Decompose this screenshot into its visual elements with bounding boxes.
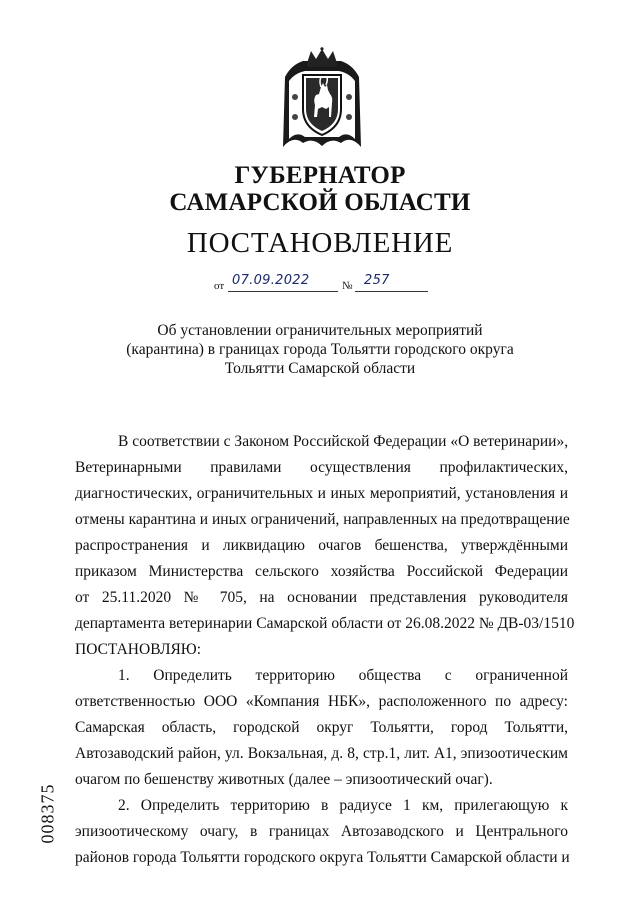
date-label: от [214,280,225,292]
coat-of-arms-emblem [281,47,363,150]
body-line: районов города Тольятти городского округа Тольятти Самарской области и [75,849,570,866]
body-line: департамента ветеринарии Самарской области от 26.08.2022 № ДВ-03/1510 [75,615,575,632]
subject-line: Об установлении ограничительных мероприятий [157,322,483,339]
body-line-resolve: ПОСТАНОВЛЯЮ: [75,641,202,658]
margin-serial-text: 008375 [37,783,58,844]
body-line: очагом по бешенству животных (далее – эпизоотический очаг). [75,771,493,788]
body-line: Автозаводский район, ул. Вокзальная, д. 8, стр.1, лит. А1, эпизоотическим [75,745,568,762]
body-line-item-1: 1. Определить территорию общества с ограниченной [118,667,568,684]
document-type-title: ПОСТАНОВЛЕНИЕ [186,227,454,259]
body-line: Самарская область, городской округ Тольятти, город Тольятти, [75,719,568,736]
date-underline [228,291,338,292]
governor-title: ГУБЕРНАТОР [234,162,406,189]
body-line: эпизоотическому очагу, в границах Автозаводского и Центрального [75,823,568,840]
body-line: В соответствии с Законом Российской Федерации «О ветеринарии», [118,433,569,450]
number-label: № [342,280,353,292]
number-underline [355,291,428,292]
body-line: от 25.11.2020 № 705, на основании представления руководителя [75,589,568,606]
handwritten-number: 257 [364,273,390,288]
body-line: приказом Министерства сельского хозяйства Российской Федерации [75,563,568,580]
subject-line: Тольятти Самарской области [224,360,416,377]
document-subject [0,321,640,378]
handwritten-date: 07.09.2022 [232,273,310,288]
margin-serial-number [33,765,63,865]
body-line: отмены карантина и иных ограничений, направленных на предотвращение [75,511,570,528]
date-number-line [212,275,432,295]
body-line-item-2: 2. Определить территорию в радиусе 1 км, прилегающую к [118,797,568,814]
subject-line: (карантина) в границах города Тольятти городского округа [126,341,514,358]
body-line: распространения и ликвидацию очагов бешенства, утверждёнными [75,537,568,554]
body-line: Ветеринарными правилами осуществления профилактических, [75,459,568,476]
body-line: ответственностью ООО «Компания НБК», расположенного по адресу: [75,693,568,710]
region-title: САМАРСКОЙ ОБЛАСТИ [169,189,471,216]
body-line: диагностических, ограничительных и иных мероприятий, установления и [75,485,568,502]
